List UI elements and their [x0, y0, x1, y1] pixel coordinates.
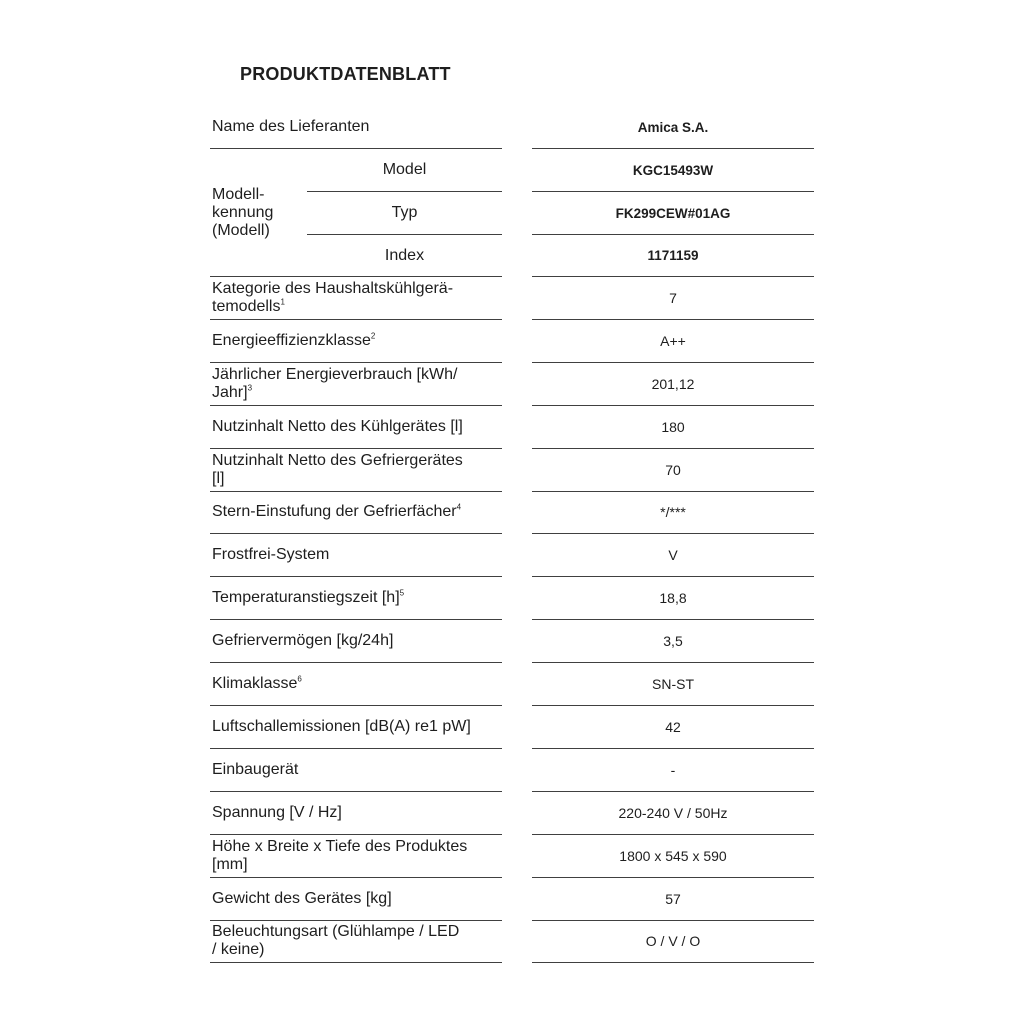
spec-label-text [212, 923, 459, 959]
row-divider [532, 962, 814, 963]
spec-label-line: Einbaugerät [212, 760, 299, 778]
spec-label-line: Energieeffizienzklasse [212, 331, 371, 349]
spec-value: V [668, 547, 678, 564]
spec-label-text [212, 546, 329, 564]
index-sublabel: Index [384, 246, 425, 264]
spec-value: 3,5 [663, 633, 683, 650]
spec-value: 220-240 V / 50Hz [618, 804, 728, 821]
spec-label [212, 320, 502, 362]
spec-label [212, 620, 502, 662]
spec-label-line: Klimaklasse [212, 675, 298, 693]
spec-value: 18,8 [659, 590, 687, 607]
spec-label-line: Luftschallemissionen [dB(A) re1 pW] [212, 717, 471, 735]
spec-label-text [212, 838, 467, 874]
spec-label [212, 663, 502, 705]
spec-label-line: Kategorie des Haushaltskühlgerä- [212, 279, 454, 297]
spec-label-line: Jahr] [212, 383, 248, 401]
spec-label-line: Frostfrei-System [212, 546, 330, 564]
spec-label-line: temodells [212, 297, 281, 315]
spec-value: 42 [665, 718, 681, 735]
spec-value: 180 [661, 418, 685, 435]
supplier-value: Amica S.A. [637, 119, 709, 135]
spec-label-line: Höhe x Breite x Tiefe des Produktes [212, 837, 468, 855]
spec-label [212, 363, 502, 405]
spec-label-line: Jährlicher Energieverbrauch [kWh/ [212, 365, 458, 383]
spec-label [212, 277, 502, 319]
model-sublabel: Model [382, 161, 427, 178]
spec-label-line: Temperaturanstiegszeit [h] [212, 589, 400, 607]
spec-label [212, 749, 502, 791]
spec-label-line: Gefriervermögen [kg/24h] [212, 632, 394, 650]
spec-label-text [212, 675, 302, 693]
spec-label [212, 534, 502, 576]
spec-label-text [212, 804, 342, 822]
spec-value: - [670, 761, 676, 778]
spec-label-line: Nutzinhalt Netto des Gefriergerätes [212, 451, 463, 469]
spec-label-text [212, 280, 453, 316]
spec-label-line: Nutzinhalt Netto des Kühlgerätes [l] [212, 417, 463, 435]
type-sublabel: Typ [391, 204, 418, 221]
spec-label-line: Stern-Einstufung der Gefrierfächer [212, 503, 457, 521]
type-value: FK299CEW#01AG [615, 205, 731, 221]
spec-label-text [212, 332, 375, 350]
spec-label [212, 706, 502, 748]
spec-label-line: [l] [212, 469, 225, 487]
footnote-marker: 5 [399, 588, 405, 598]
spec-label [212, 878, 502, 920]
spec-label-line: Gewicht des Gerätes [kg] [212, 889, 392, 907]
spec-value: 57 [665, 890, 681, 907]
spec-label [212, 449, 502, 491]
spec-label [212, 492, 502, 534]
spec-value: 201,12 [651, 375, 695, 392]
spec-label-text [212, 366, 457, 402]
footnote-marker: 1 [280, 297, 285, 307]
footnote-marker: 2 [370, 331, 376, 341]
spec-label [212, 835, 502, 877]
footnote-marker: 6 [297, 674, 302, 684]
spec-label [212, 406, 502, 448]
spec-label-line: Beleuchtungsart (Glühlampe / LED [212, 923, 460, 941]
spec-label [212, 577, 502, 619]
spec-label-text [212, 452, 463, 488]
model-id-label [212, 186, 307, 240]
spec-label-line: [mm] [212, 855, 248, 873]
spec-label-text [212, 718, 471, 736]
footnote-marker: 4 [456, 503, 462, 513]
spec-value: O / V / O [645, 933, 701, 950]
spec-value: A++ [660, 332, 686, 349]
spec-label-text [212, 632, 393, 650]
spec-label-line: / keine) [212, 941, 265, 959]
footnote-marker: 3 [247, 383, 253, 393]
spec-value: SN-ST [652, 676, 694, 693]
row-divider [210, 962, 502, 963]
spec-label-text [212, 589, 404, 607]
model-id-label-line: kennung [212, 204, 274, 221]
spec-label-text [212, 503, 461, 521]
spec-value: 1800 x 545 x 590 [619, 847, 727, 864]
model-id-label-line: Modell- [212, 186, 265, 203]
model-id-label-line: (Modell) [212, 222, 270, 239]
supplier-label: Name des Lieferanten [212, 118, 370, 135]
spec-label-text [212, 890, 392, 908]
spec-label-text [212, 418, 463, 436]
spec-label-text [212, 761, 298, 779]
model-value: KGC15493W [632, 162, 714, 178]
spec-value: */*** [660, 504, 686, 521]
spec-value: 70 [665, 461, 681, 478]
spec-label [212, 921, 502, 963]
spec-value: 7 [669, 289, 677, 306]
page-title: PRODUKTDATENBLATT [240, 64, 451, 84]
index-value: 1171159 [647, 248, 699, 263]
spec-label [212, 792, 502, 834]
spec-label-line: Spannung [V / Hz] [212, 803, 342, 821]
